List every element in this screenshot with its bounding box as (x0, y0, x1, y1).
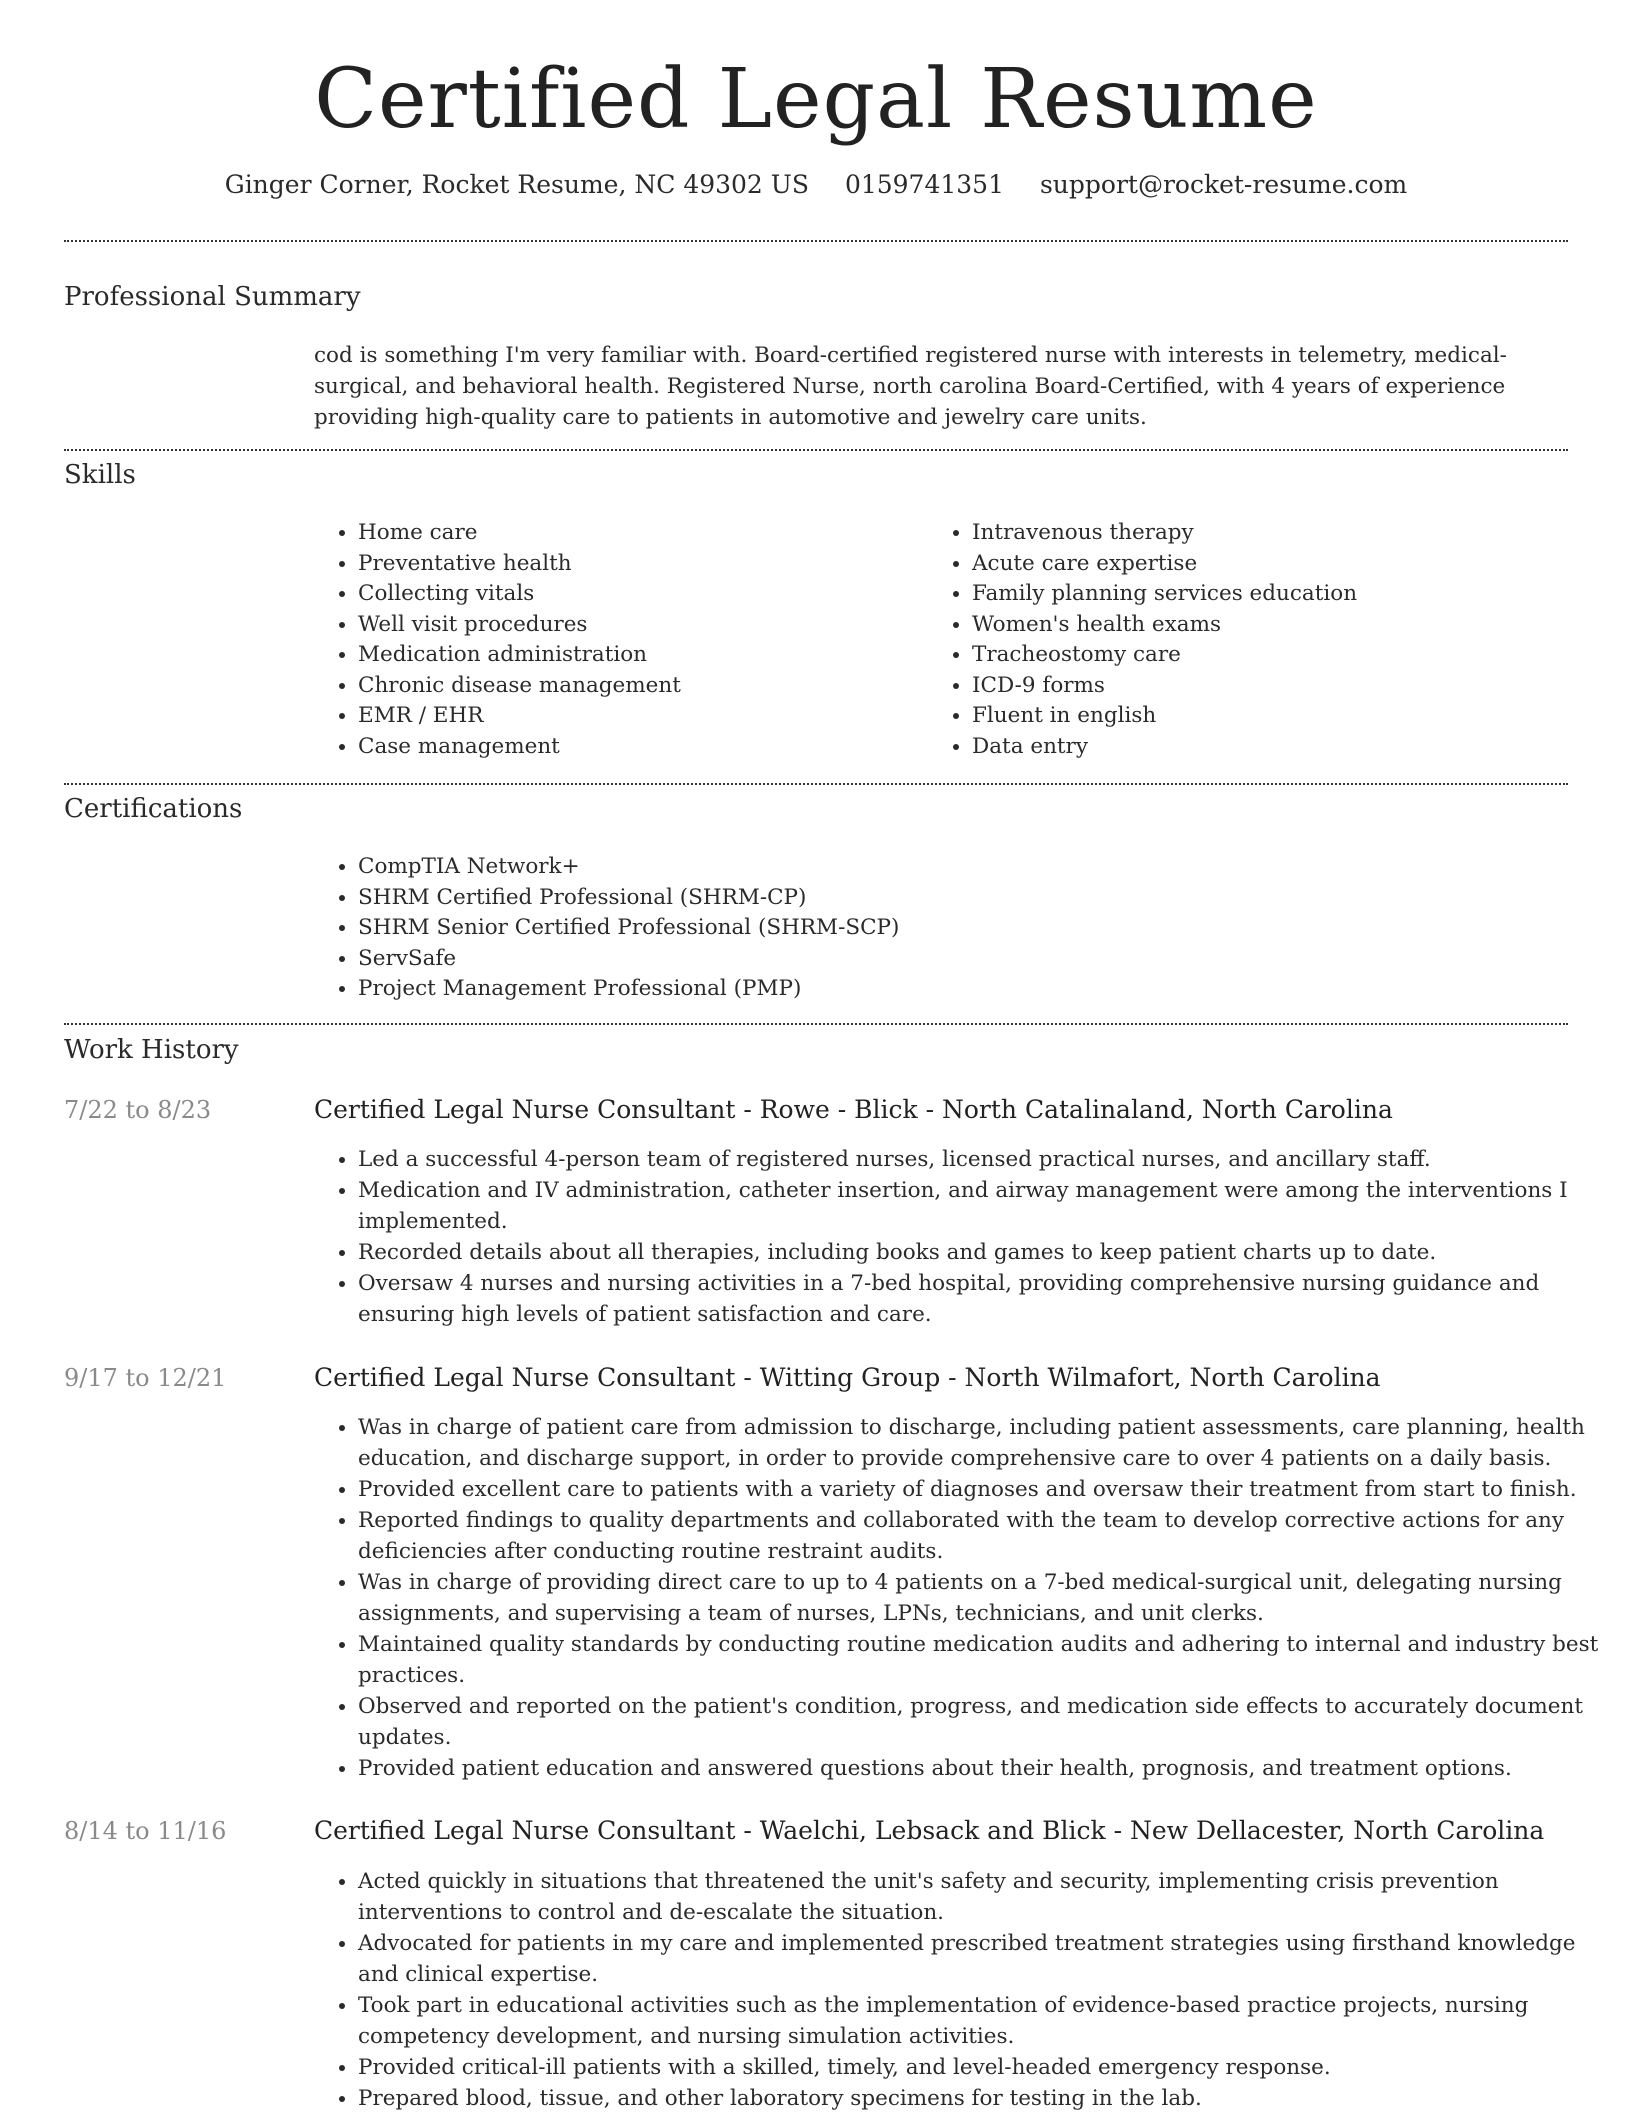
skill-item: • Preventative health (358, 549, 918, 580)
job-dates: 7/22 to 8/23 (64, 1096, 212, 1124)
job-bullet: • Was in charge of patient care from admission to discharge, including patient assessments, care planning, health education, and discharge support, in order to provide comprehensive care to over 4 patients on a daily basis. (358, 1412, 1612, 1474)
skills-list-left (314, 518, 918, 762)
certification-item: • SHRM Certified Professional (SHRM-CP) (358, 883, 1558, 914)
job-bullet: • Took part in educational activities such as the implementation of evidence-based practice projects, nursing competency development, and nursing simulation activities. (358, 1990, 1612, 2052)
skill-item: • Tracheostomy care (972, 640, 1572, 671)
job-bullet: • Prepared blood, tissue, and other laboratory specimens for testing in the lab. (358, 2083, 1612, 2114)
job-bullet: • Medication and IV administration, catheter insertion, and airway management were among the interventions I implemented. (358, 1175, 1612, 1237)
certification-item: • ServSafe (358, 944, 1558, 975)
skills-list-right (928, 518, 1572, 762)
job-bullet: • Acted quickly in situations that threatened the unit's safety and security, implementing crisis prevention interventions to control and de-escalate the situation. (358, 1866, 1612, 1928)
skill-item: • Medication administration (358, 640, 918, 671)
certification-item: • SHRM Senior Certified Professional (SHRM-SCP) (358, 913, 1558, 944)
job-bullet: • Observed and reported on the patient's condition, progress, and medication side effects to accurately document updates. (358, 1691, 1612, 1753)
skills-heading: Skills (64, 460, 136, 490)
contact-address: Ginger Corner, Rocket Resume, NC 49302 US (224, 170, 809, 199)
summary-text: cod is something I'm very familiar with. Board-certified registered nurse with interests in telemetry, medical-surgical, and behavioral health. Registered Nurse, north carolina Board-Certified, with 4 years of experience providing high-quality care to patients in automotive and jewelry care units. (314, 343, 1507, 430)
certifications-heading: Certifications (64, 794, 243, 824)
divider (64, 449, 1568, 451)
divider (64, 240, 1568, 242)
job-bullet: • Was in charge of providing direct care to up to 4 patients on a 7-bed medical-surgical unit, delegating nursing assignments, and supervising a team of nurses, LPNs, technicians, and unit clerks. (358, 1567, 1612, 1629)
job-title: Certified Legal Nurse Consultant - Waelchi, Lebsack and Blick - New Dellacester, North Carolina (314, 1816, 1545, 1845)
job-dates: 8/14 to 11/16 (64, 1817, 227, 1845)
job-bullet: • Maintained quality standards by conducting routine medication audits and adhering to internal and industry best practices. (358, 1629, 1612, 1691)
skill-item: • Acute care expertise (972, 549, 1572, 580)
contact-line (64, 170, 1568, 199)
skill-item: • Family planning services education (972, 579, 1572, 610)
skill-item: • Women's health exams (972, 610, 1572, 641)
job-title: Certified Legal Nurse Consultant - Witting Group - North Wilmafort, North Carolina (314, 1363, 1381, 1392)
divider (64, 1023, 1568, 1025)
summary-heading: Professional Summary (64, 282, 361, 312)
job-bullet: • Advocated for patients in my care and implemented prescribed treatment strategies using firsthand knowledge and clinical expertise. (358, 1928, 1612, 1990)
skill-item: • Home care (358, 518, 918, 549)
skill-item: • Fluent in english (972, 701, 1572, 732)
certification-item: • Project Management Professional (PMP) (358, 974, 1558, 1005)
job-bullet: • Reported findings to quality departments and collaborated with the team to develop corrective actions for any deficiencies after conducting routine restraint audits. (358, 1505, 1612, 1567)
job-bullet: • Oversaw 4 nurses and nursing activities in a 7-bed hospital, providing comprehensive nursing guidance and ensuring high levels of patient satisfaction and care. (358, 1268, 1612, 1330)
skill-item: • Case management (358, 732, 918, 763)
skill-item: • Data entry (972, 732, 1572, 763)
job-title: Certified Legal Nurse Consultant - Rowe - Blick - North Catalinaland, North Carolina (314, 1095, 1393, 1124)
job-bullets (314, 1144, 1612, 1330)
resume-title: Certified Legal Resume (314, 52, 1318, 147)
divider (64, 783, 1568, 785)
job-bullet: • Led a successful 4-person team of registered nurses, licensed practical nurses, and ancillary staff. (358, 1144, 1612, 1175)
skill-item: • Intravenous therapy (972, 518, 1572, 549)
skill-item: • Chronic disease management (358, 671, 918, 702)
job-bullet: • Provided patient education and answered questions about their health, prognosis, and treatment options. (358, 1753, 1612, 1784)
skill-item: • EMR / EHR (358, 701, 918, 732)
job-bullet: • Provided critical-ill patients with a skilled, timely, and level-headed emergency response. (358, 2052, 1612, 2083)
skill-item: • ICD-9 forms (972, 671, 1572, 702)
work-history-heading: Work History (64, 1035, 239, 1065)
contact-email[interactable]: support@rocket-resume.com (1039, 170, 1408, 199)
certifications-list (314, 852, 1558, 1005)
contact-phone: 0159741351 (844, 170, 1004, 199)
job-bullet: • Recorded details about all therapies, including books and games to keep patient charts up to date. (358, 1237, 1612, 1268)
job-bullets (314, 1412, 1612, 1784)
skill-item: • Well visit procedures (358, 610, 918, 641)
job-bullets (314, 1866, 1612, 2114)
job-bullet: • Provided excellent care to patients with a variety of diagnoses and oversaw their treatment from start to finish. (358, 1474, 1612, 1505)
skill-item: • Collecting vitals (358, 579, 918, 610)
job-dates: 9/17 to 12/21 (64, 1364, 227, 1392)
certification-item: • CompTIA Network+ (358, 852, 1558, 883)
